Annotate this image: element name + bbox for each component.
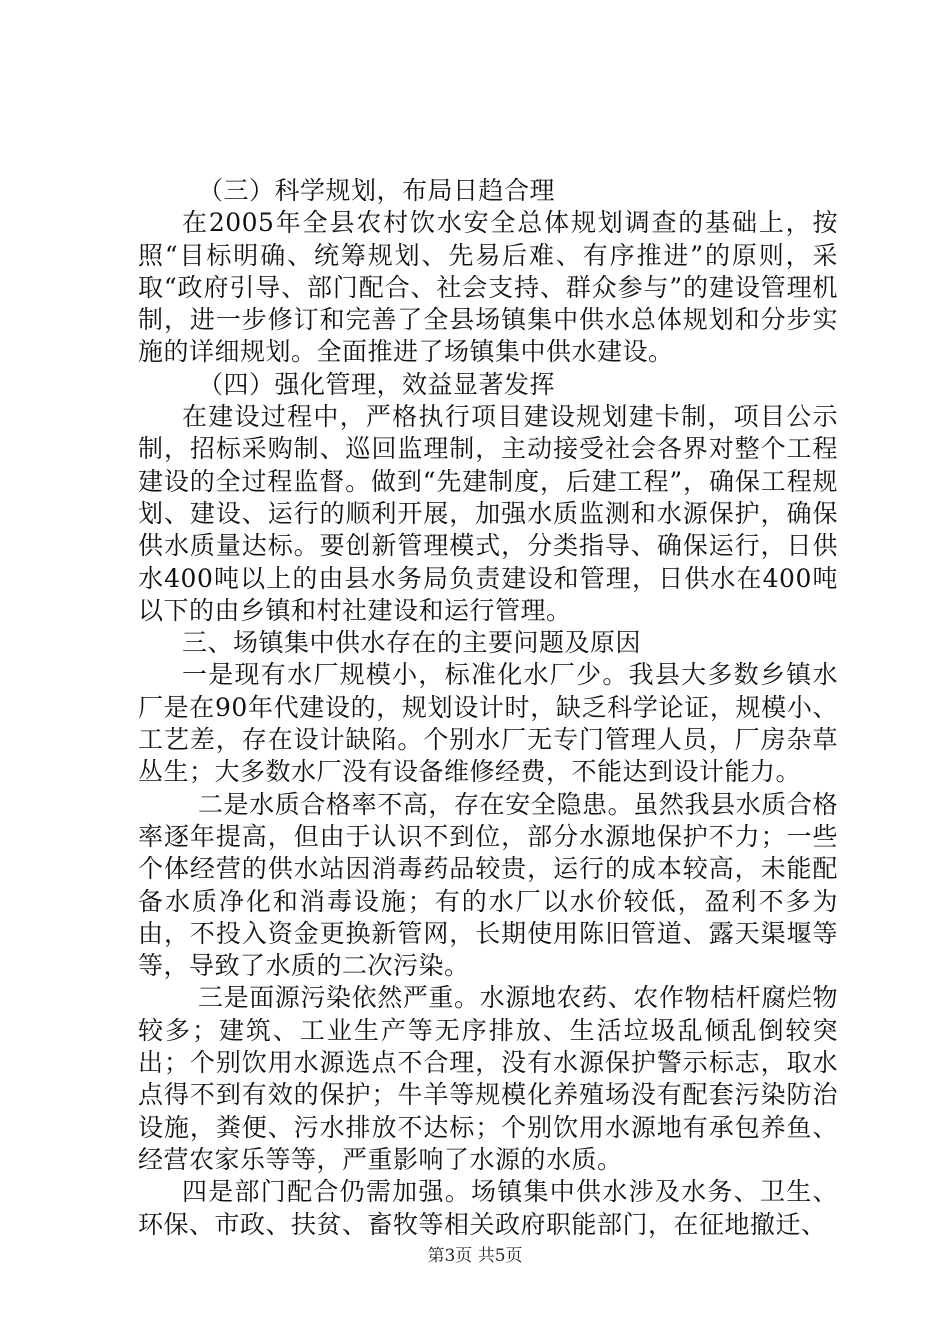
paragraph-problem-3: 三是面源污染依然严重。水源地农药、农作物桔杆腐烂物较多；建筑、工业生产等无序排放、生活垃圾乱倾乱倒较突出；个别饮用水源选点不合理，没有水源保护警示标志，取水点得不到有效的保护；牛羊等规模化养殖场没有配套污染防治设施，粪便、污水排放不达标；个别饮用水源地有承包养鱼、经营农家乐等等，严重影响了水源的水质。 <box>138 983 838 1174</box>
paragraph-planning: 在2005年全县农村饮水安全总体规划调查的基础上，按照“目标明确、统筹规划、先易后难、有序推进”的原则，采取“政府引导、部门配合、社会支持、群众参与”的建设管理机制，进一步修订和完善了全县场镇集中供水总体规划和分步实施的详细规划。全面推进了场镇集中供水建设。 <box>138 208 838 367</box>
paragraph-problem-4: 四是部门配合仍需加强。场镇集中供水涉及水务、卫生、环保、市政、扶贫、畜牧等相关政府职能部门，在征地撤迁、 <box>138 1177 838 1239</box>
document-body <box>138 175 838 1241</box>
section-heading-problems: 三、场镇集中供水存在的主要问题及原因 <box>182 628 642 658</box>
paragraph-problem-2: 二是水质合格率不高，存在安全隐患。虽然我县水质合格率逐年提高，但由于认识不到位，部分水源地保护不力；一些个体经营的供水站因消毒药品较贵，运行的成本较高，未能配备水质净化和消毒设施；有的水厂以水价较低，盈利不多为由，不投入资金更换新管网，长期使用陈旧管道、露天渠堰等等，导致了水质的二次污染。 <box>138 789 838 981</box>
section-heading-3: （三）科学规划，布局日趋合理 <box>198 176 556 205</box>
section-heading-4: （四）强化管理，效益显著发挥 <box>198 369 556 399</box>
paragraph-problem-1: 一是现有水厂规模小，标准化水厂少。我县大多数乡镇水厂是在90年代建设的，规划设计时，缺乏科学论证，规模小、工艺差，存在设计缺陷。个别水厂无专门管理人员，厂房杂草丛生；大多数水厂没有设备维修经费，不能达到设计能力。 <box>138 660 838 787</box>
paragraph-management: 在建设过程中，严格执行项目建设规划建卡制，项目公示制，招标采购制、巡回监理制，主动接受社会各界对整个工程建设的全过程监督。做到“先建制度，后建工程”，确保工程规划、建设、运行的顺利开展，加强水质监测和水源保护，确保供水质量达标。要创新管理模式，分类指导、确保运行，日供水400吨以上的由县水务局负责建设和管理，日供水在400吨以下的由乡镇和村社建设和运行管理。 <box>138 402 838 625</box>
page-footer: 第3页 共5页 <box>427 1246 523 1266</box>
